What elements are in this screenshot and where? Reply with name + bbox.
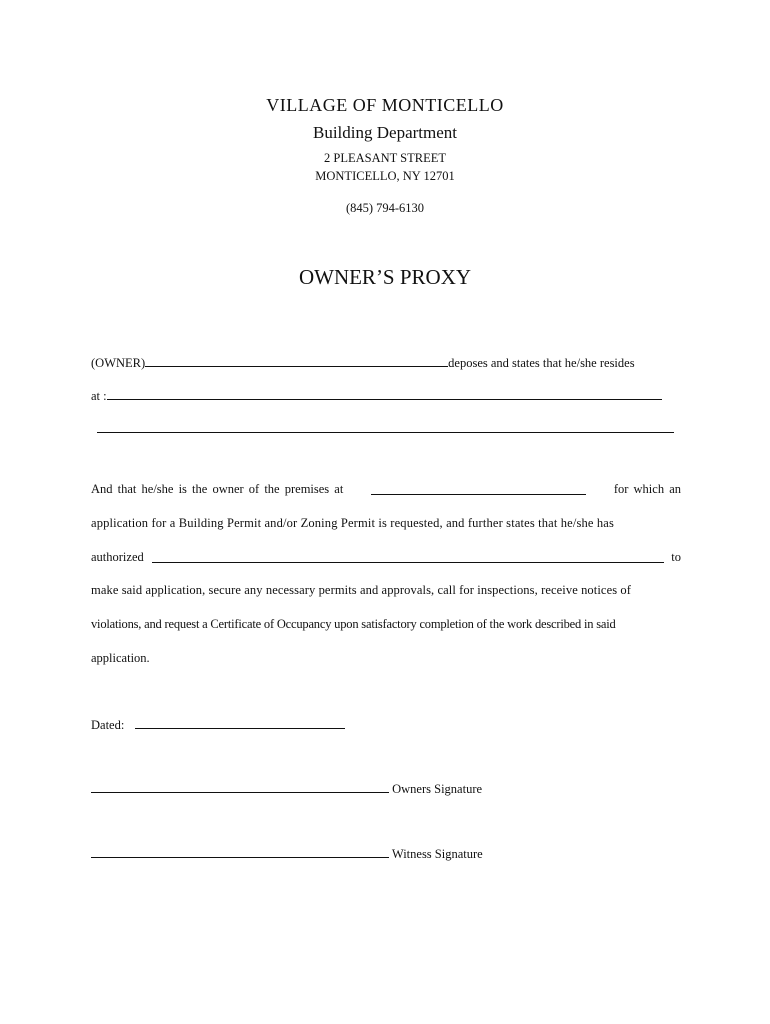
residence-address-field-2[interactable] [97,420,674,433]
authorized-agent-field[interactable] [152,550,664,563]
owner-suffix: deposes and states that he/she resides [448,356,635,370]
residence-line-2 [97,420,674,437]
owner-name-field[interactable] [145,354,448,367]
witness-signature-line [91,845,483,862]
dated-label: Dated: [91,718,125,732]
premises-address-field[interactable] [371,482,586,495]
village-name: VILLAGE OF MONTICELLO [266,95,504,115]
body-line-3: application for a Building Permit and/or Zoning Permit is requested, and further states that he/she has [91,516,614,530]
phone-number: (845) 794-6130 [345,201,425,215]
owner-signature-field[interactable] [91,780,389,793]
owner-signature-label: Owners Signature [392,782,483,796]
body-line-7: application. [91,651,150,665]
witness-signature-field[interactable] [91,845,389,858]
premises-line [91,482,681,497]
authorized-label: authorized [91,550,144,564]
street-address: 2 PLEASANT STREET [324,151,446,165]
page-title: OWNER’S PROXY [298,265,472,289]
city-address: MONTICELLO, NY 12701 [315,169,455,183]
dated-field[interactable] [135,716,345,729]
owner-signature-line [91,780,482,797]
at-label: at : [91,389,107,403]
dated-line [91,716,345,733]
body-line-5: make said application, secure any necessary permits and approvals, call for inspections, receive notices of [91,583,632,597]
owner-line [91,354,635,371]
premises-text: And that he/she is the owner of the premises at [91,482,344,496]
authorized-suffix: to [671,550,681,564]
department-name: Building Department [312,123,457,142]
residence-address-field[interactable] [107,387,662,400]
body-line-6: violations, and request a Certificate of Occupancy upon satisfactory completion of the work described in said [91,617,616,631]
premises-suffix: for which an [613,482,681,496]
owner-label: (OWNER) [91,356,146,370]
authorized-line [91,550,681,565]
witness-signature-label: Witness Signature [391,847,483,861]
residence-line [91,387,662,404]
